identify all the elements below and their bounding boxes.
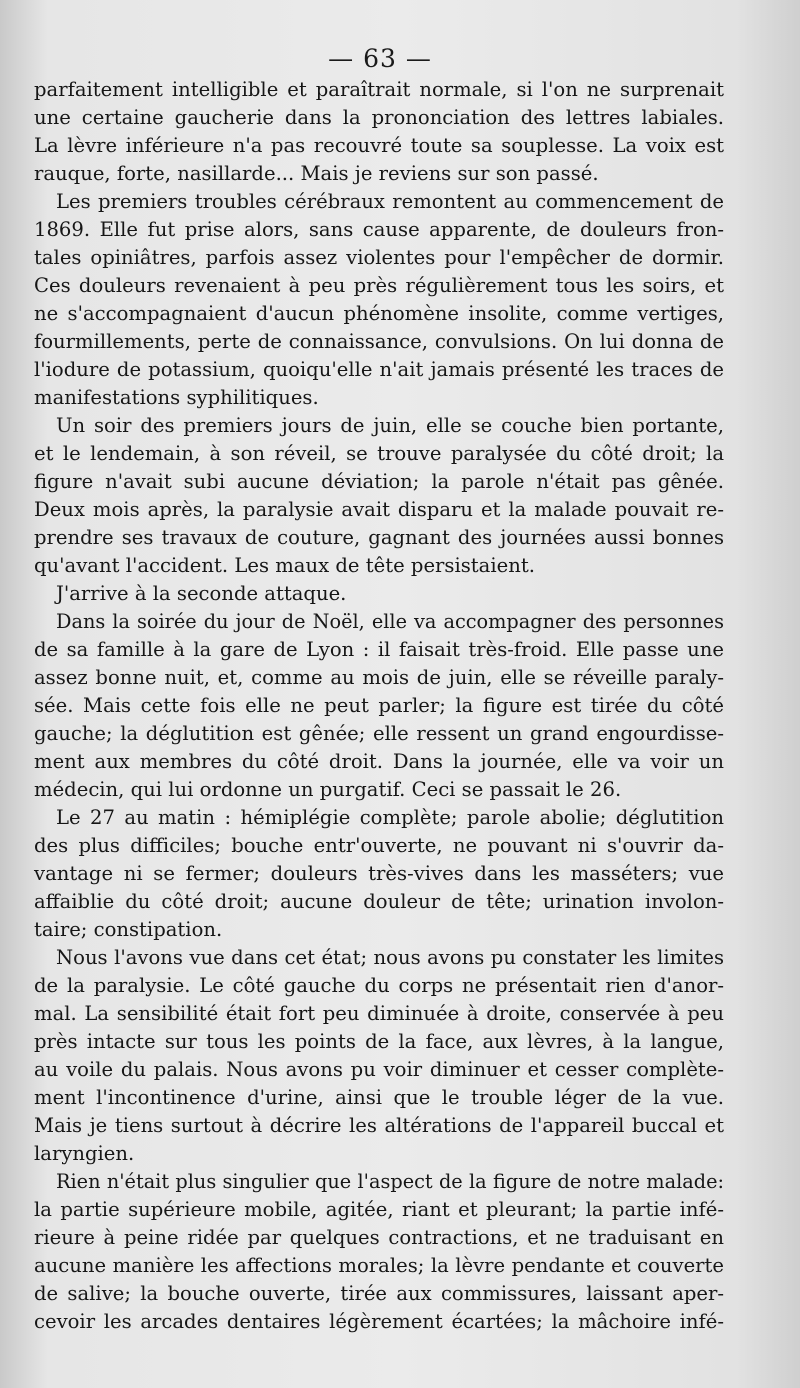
text-line: des plus difficiles; bouche entr'ouverte, ne pouvant ni s'ouvrir da- [34, 834, 724, 857]
text-line: Nous l'avons vue dans cet état; nous avons pu constater les limites [56, 946, 724, 969]
text-line: Mais je tiens surtout à décrire les altérations de l'appareil buccal et [34, 1114, 724, 1137]
text-line: Les premiers troubles cérébraux remontent au commencement de [56, 190, 724, 213]
text-line: fourmillements, perte de connaissance, convulsions. On lui donna de [34, 330, 724, 353]
text-line: Ces douleurs revenaient à peu près régulièrement tous les soirs, et [34, 274, 724, 297]
text-line: et le lendemain, à son réveil, se trouve paralysée du côté droit; la [34, 442, 724, 465]
text-line: mal. La sensibilité était fort peu diminuée à droite, conservée à peu [34, 1002, 724, 1025]
text-line: vantage ni se fermer; douleurs très-vives dans les masséters; vue [34, 862, 724, 885]
text-line: assez bonne nuit, et, comme au mois de juin, elle se réveille paraly- [34, 666, 724, 689]
text-line: gauche; la déglutition est gênée; elle ressent un grand engourdisse- [34, 722, 724, 745]
page-number: — 63 — [328, 44, 432, 73]
text-line: Deux mois après, la paralysie avait disparu et la malade pouvait re- [34, 498, 724, 521]
text-line: prendre ses travaux de couture, gagnant des journées aussi bonnes [34, 526, 724, 549]
text-line: tales opiniâtres, parfois assez violentes pour l'empêcher de dormir. [34, 246, 724, 269]
text-line: 1869. Elle fut prise alors, sans cause apparente, de douleurs fron- [34, 218, 724, 241]
text-line: la partie supérieure mobile, agitée, riant et pleurant; la partie infé- [34, 1198, 724, 1221]
text-line: parfaitement intelligible et paraîtrait normale, si l'on ne surprenait [34, 78, 724, 101]
text-line: ment aux membres du côté droit. Dans la journée, elle va voir un [34, 750, 724, 773]
text-line: Le 27 au matin : hémiplégie complète; parole abolie; déglutition [56, 806, 724, 829]
text-line: de sa famille à la gare de Lyon : il faisait très-froid. Elle passe une [34, 638, 724, 661]
body-text [34, 76, 724, 1336]
text-line: manifestations syphilitiques. [34, 386, 319, 409]
text-line: rieure à peine ridée par quelques contractions, et ne traduisant en [34, 1226, 724, 1249]
text-line: sée. Mais cette fois elle ne peut parler; la figure est tirée du côté [34, 694, 724, 717]
text-line: rauque, forte, nasillarde... Mais je reviens sur son passé. [34, 162, 599, 185]
text-line: au voile du palais. Nous avons pu voir diminuer et cesser complète- [34, 1058, 724, 1081]
text-line: laryngien. [34, 1142, 135, 1165]
text-line: ne s'accompagnaient d'aucun phénomène insolite, comme vertiges, [34, 302, 724, 325]
text-line: médecin, qui lui ordonne un purgatif. Ceci se passait le 26. [34, 778, 622, 801]
text-line: figure n'avait subi aucune déviation; la parole n'était pas gênée. [34, 470, 724, 493]
text-line: l'iodure de potassium, quoiqu'elle n'ait jamais présenté les traces de [34, 358, 724, 381]
text-line: affaiblie du côté droit; aucune douleur de tête; urination involon- [34, 890, 724, 913]
text-line: aucune manière les affections morales; la lèvre pendante et couverte [34, 1254, 724, 1277]
text-line: Un soir des premiers jours de juin, elle se couche bien portante, [56, 414, 724, 437]
text-line: Dans la soirée du jour de Noël, elle va accompagner des personnes [56, 610, 724, 633]
text-line: J'arrive à la seconde attaque. [56, 582, 347, 605]
text-line: Rien n'était plus singulier que l'aspect de la figure de notre malade: [56, 1170, 724, 1193]
text-line: une certaine gaucherie dans la prononciation des lettres labiales. [34, 106, 724, 129]
text-line: de salive; la bouche ouverte, tirée aux commissures, laissant aper- [34, 1282, 724, 1305]
text-line: cevoir les arcades dentaires légèrement écartées; la mâchoire infé- [34, 1310, 724, 1333]
text-line: près intacte sur tous les points de la face, aux lèvres, à la langue, [34, 1030, 724, 1053]
text-line: de la paralysie. Le côté gauche du corps ne présentait rien d'anor- [34, 974, 724, 997]
text-line: qu'avant l'accident. Les maux de tête persistaient. [34, 554, 535, 577]
text-line: La lèvre inférieure n'a pas recouvré toute sa souplesse. La voix est [34, 134, 724, 157]
text-line: taire; constipation. [34, 918, 223, 941]
text-line: ment l'incontinence d'urine, ainsi que le trouble léger de la vue. [34, 1086, 724, 1109]
